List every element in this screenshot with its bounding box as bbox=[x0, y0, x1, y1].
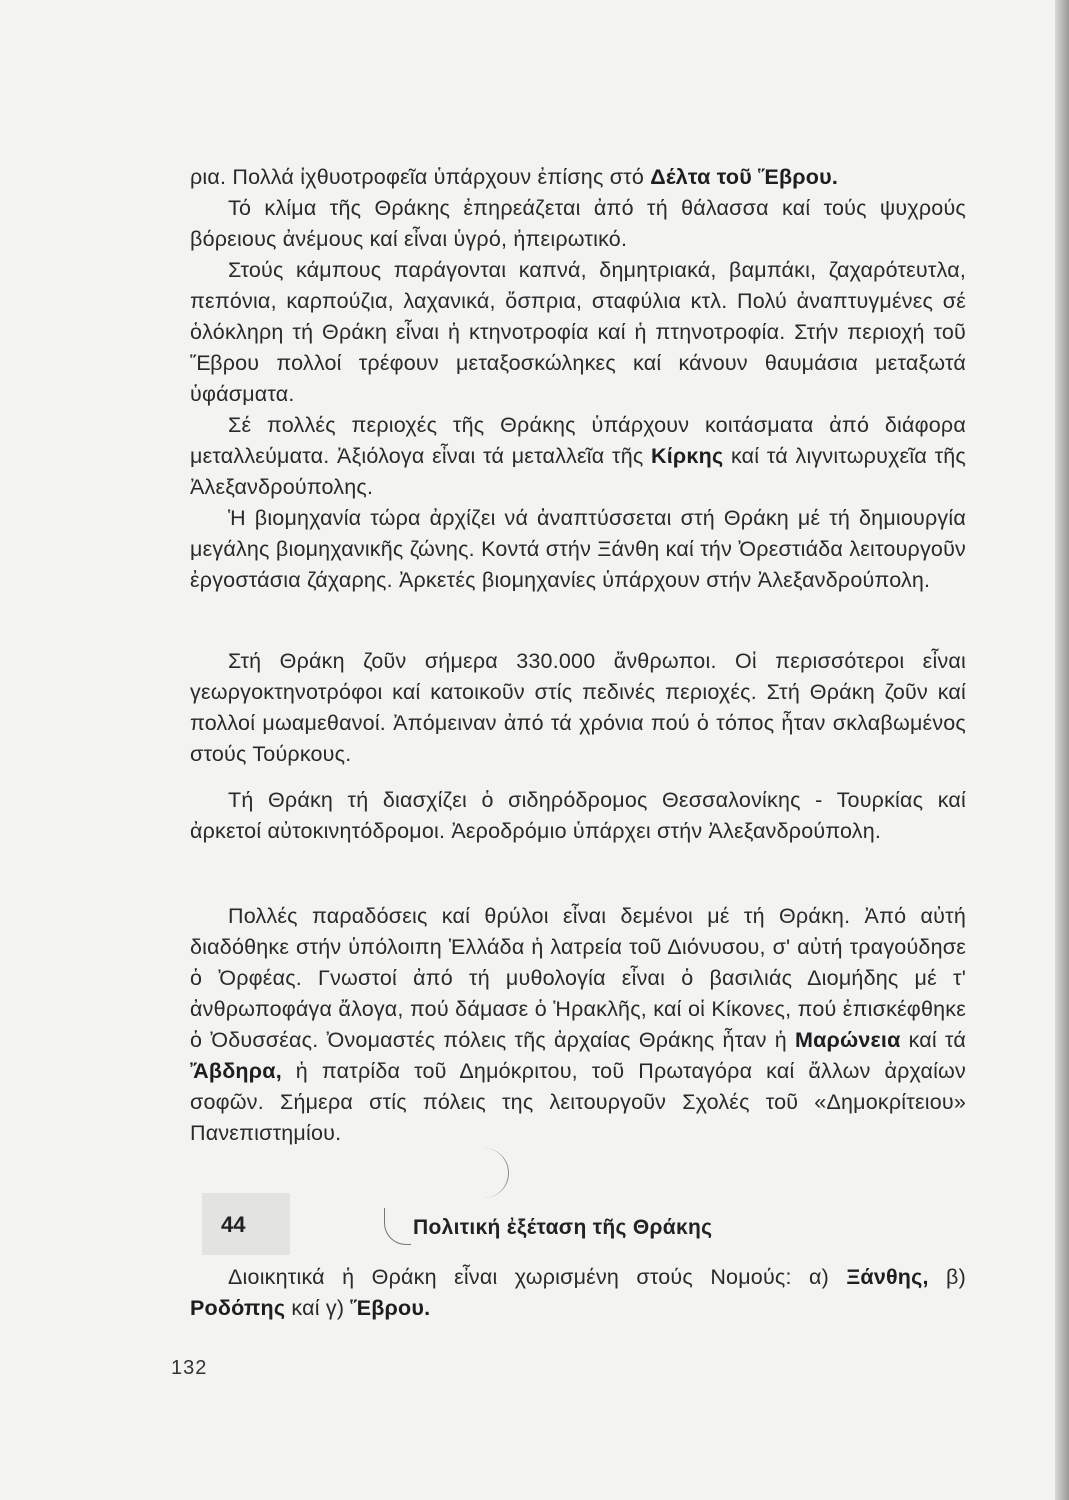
page-edge-shadow bbox=[1055, 0, 1069, 1500]
section-title: Πολιτική ἐξέταση τῆς Θράκης bbox=[413, 1216, 713, 1239]
text-block-administration bbox=[190, 1262, 966, 1324]
bold-term-maroneia: Μαρώνεια bbox=[794, 1028, 901, 1052]
text-block-traditions bbox=[190, 901, 966, 1149]
text-block-population bbox=[190, 646, 966, 770]
section-number: 44 bbox=[221, 1212, 246, 1237]
pen-bracket-mark bbox=[384, 1208, 411, 1245]
paragraph-population: Στή Θράκη ζοῦν σήμερα 330.000 ἄνθρωποι. Οἱ περισσότεροι εἶναι γεωργοκτηνοτρόφοι καί κατοικοῦν στίς πεδινές περιοχές. Στή Θράκη ζοῦν καί πολλοί μωαμεθανοί. Ἀπόμειναν ἀπό τά χρόνια πού ὁ τόπος ἦταν σκλαβωμένος στούς Τούρκους. bbox=[190, 649, 966, 766]
paragraph-prefectures: Διοικητικά ἡ Θράκη εἶναι χωρισμένη στούς Νομούς: α) Ξάνθης, β) Ροδόπης καί γ) Ἕβρου. bbox=[190, 1265, 966, 1320]
paragraph-fisheries: ρια. Πολλά ἰχθυοτροφεῖα ὑπάρχουν ἐπίσης στό Δέλτα τοῦ Ἕβρου. bbox=[190, 165, 839, 189]
section-number-box bbox=[202, 1193, 290, 1255]
bold-term-kirki: Κίρκης bbox=[651, 444, 724, 468]
text-block-transport bbox=[190, 785, 966, 847]
pen-mark bbox=[468, 1148, 509, 1198]
paragraph-industry: Ἡ βιομηχανία τώρα ἀρχίζει νά ἀναπτύσσεται στή Θράκη μέ τή δημιουργία μεγάλης βιομηχανικῆς ζώνης. Κοντά στήν Ξάνθη καί τήν Ὀρεστιάδα λειτουργοῦν ἐργοστάσια ζάχαρης. Ἀρκετές βιομηχανίες ὑπάρχουν στήν Ἀλεξανδρούπολη. bbox=[190, 506, 966, 592]
bold-term-xanthi: Ξάνθης, bbox=[846, 1265, 929, 1289]
paragraph-traditions: Πολλές παραδόσεις καί θρύλοι εἶναι δεμένοι μέ τή Θράκη. Ἀπό αὐτή διαδόθηκε στήν ὑπόλοιπη Ἑλλάδα ἡ λατρεία τοῦ Διόνυσου, σ' αὐτή τραγούδησε ὁ Ὀρφέας. Γνωστοί ἀπό τή μυθολογία εἶναι ὁ βασιλιάς Διομήδης μέ τ' ἀνθρωποφάγα ἄλογα, πού δάμασε ὁ Ἡρακλῆς, καί οἱ Κίκονες, πού ἐπισκέφθηκε ὁ Ὀδυσσέας. Ὀνομαστές πόλεις τῆς ἀρχαίας Θράκης ἦταν ἡ Μαρώνεια καί τά Ἄβδηρα, ἡ πατρίδα τοῦ Δημόκριτου, τοῦ Πρωταγόρα καί ἄλλων ἀρχαίων σοφῶν. Σήμερα στίς πόλεις της λειτουργοῦν Σχολές τοῦ «Δημοκρίτειου» Πανεπιστημίου. bbox=[190, 904, 966, 1145]
text-block-geography bbox=[190, 162, 966, 596]
bold-term-rodopi: Ροδόπης bbox=[190, 1296, 286, 1320]
paragraph-climate: Τό κλίμα τῆς Θράκης ἐπηρεάζεται ἀπό τή θάλασσα καί τούς ψυχρούς βόρειους ἀνέμους καί εἶναι ὑγρό, ἠπειρωτικό. bbox=[190, 196, 966, 251]
paragraph-transport: Τή Θράκη τή διασχίζει ὁ σιδηρόδρομος Θεσσαλονίκης - Τουρκίας καί ἀρκετοί αὐτοκινητόδρομοι. Ἀεροδρόμιο ὑπάρχει στήν Ἀλεξανδρούπολη. bbox=[190, 788, 966, 843]
paragraph-agriculture: Στούς κάμπους παράγονται καπνά, δημητριακά, βαμπάκι, ζαχαρότευτλα, πεπόνια, καρπούζια, λαχανικά, ὄσπρια, σταφύλια κτλ. Πολύ ἀναπτυγμένες σέ ὁλόκληρη τή Θράκη εἶναι ἡ κτηνοτροφία καί ἡ πτηνοτροφία. Στήν περιοχή τοῦ Ἕβρου πολλοί τρέφουν μεταξοσκώληκες καί κάνουν θαυμάσια μεταξωτά ὑφάσματα. bbox=[190, 258, 966, 406]
bold-term-delta-evros: Δέλτα τοῦ Ἕβρου. bbox=[650, 165, 839, 189]
paragraph-minerals: Σέ πολλές περιοχές τῆς Θράκης ὑπάρχουν κοιτάσματα ἀπό διάφορα μεταλλεύματα. Ἀξιόλογα εἶναι τά μεταλλεῖα τῆς Κίρκης καί τά λιγνιτωρυχεῖα τῆς Ἀλεξανδρούπολης. bbox=[190, 413, 966, 499]
bold-term-abdera: Ἄβδηρα, bbox=[190, 1059, 282, 1083]
bold-term-evros: Ἕβρου. bbox=[350, 1296, 431, 1320]
page-number: 132 bbox=[171, 1357, 208, 1379]
